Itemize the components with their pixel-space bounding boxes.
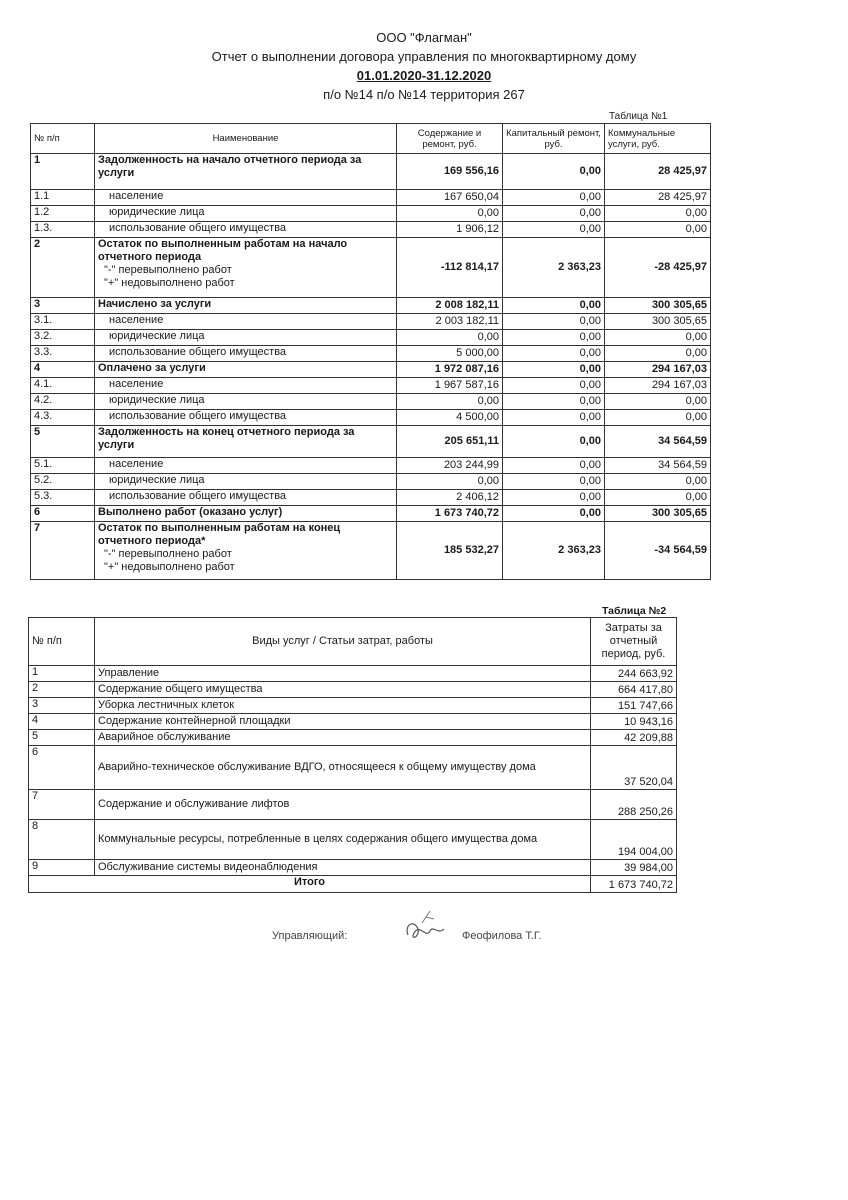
table1-row: [31, 298, 711, 314]
row-name-cell: [95, 222, 397, 238]
row-name-cell: [95, 490, 397, 506]
row-name: население: [109, 378, 164, 390]
row-utilities: 300 305,65: [605, 506, 711, 522]
row-capital: 0,00: [503, 506, 605, 522]
row-name-cell: [95, 362, 397, 378]
table2-row: [29, 666, 677, 682]
report-period: 01.01.2020-31.12.2020: [356, 68, 492, 83]
row-num: 5: [29, 730, 95, 746]
row-name: Остаток по выполненным работам на начало отчетного периода: [98, 238, 348, 263]
total-value: 1 673 740,72: [591, 876, 677, 893]
row-maintenance: 205 651,11: [397, 426, 503, 458]
table1-caption: Таблица №1: [609, 111, 668, 122]
signature-mark: [400, 905, 450, 950]
row-num: 8: [29, 820, 95, 860]
row-cost: 10 943,16: [591, 714, 677, 730]
row-name: Задолженность на конец отчетного периода за услуги: [98, 426, 355, 451]
table2-row: [29, 820, 677, 860]
report-title: Отчет о выполнении договора управления по многоквартирному дому: [211, 49, 637, 64]
row-maintenance: 203 244,99: [397, 458, 503, 474]
row-service: Аварийное обслуживание: [95, 730, 591, 746]
row-num: 4: [31, 362, 95, 378]
col-header-capital: Капитальный ремонт, руб.: [503, 124, 605, 154]
row-name-cell: [95, 474, 397, 490]
signature-label: Управляющий:: [272, 930, 348, 942]
row-name-cell: [95, 410, 397, 426]
row-maintenance: 185 532,27: [397, 522, 503, 580]
organization-name: ООО "Флагман": [376, 30, 472, 45]
row-capital: 0,00: [503, 378, 605, 394]
row-name-cell: [95, 522, 397, 580]
row-utilities: 0,00: [605, 222, 711, 238]
row-name: население: [109, 190, 164, 202]
row-num: 1.2: [31, 206, 95, 222]
table2-row: [29, 730, 677, 746]
table2-row: [29, 682, 677, 698]
row-utilities: 0,00: [605, 394, 711, 410]
row-num: 5: [31, 426, 95, 458]
row-cost: 288 250,26: [591, 790, 677, 820]
table1-row: [31, 410, 711, 426]
table1-row: [31, 346, 711, 362]
col-header-cost: Затраты за отчетный период, руб.: [591, 618, 677, 666]
table1-row: [31, 238, 711, 298]
row-name: Выполнено работ (оказано услуг): [98, 506, 283, 518]
row-capital: 0,00: [503, 222, 605, 238]
row-utilities: -28 425,97: [605, 238, 711, 298]
row-utilities: 294 167,03: [605, 362, 711, 378]
row-utilities: -34 564,59: [605, 522, 711, 580]
row-num: 1: [31, 154, 95, 190]
row-maintenance: 5 000,00: [397, 346, 503, 362]
table1-header-row: [31, 124, 711, 154]
row-note-under: "+" недовыполнено работ: [104, 277, 235, 289]
row-capital: 0,00: [503, 362, 605, 378]
row-name-cell: [95, 314, 397, 330]
row-num: 1.1: [31, 190, 95, 206]
row-utilities: 0,00: [605, 330, 711, 346]
row-utilities: 300 305,65: [605, 298, 711, 314]
row-name-cell: [95, 378, 397, 394]
row-maintenance: 1 967 587,16: [397, 378, 503, 394]
row-service: Аварийно-техническое обслуживание ВДГО, относящееся к общему имуществу дома: [95, 746, 591, 790]
row-cost: 151 747,66: [591, 698, 677, 714]
row-maintenance: 0,00: [397, 394, 503, 410]
row-name: Оплачено за услуги: [98, 362, 206, 374]
table1-row: [31, 314, 711, 330]
row-utilities: 28 425,97: [605, 190, 711, 206]
row-service: Содержание общего имущества: [95, 682, 591, 698]
row-utilities: 0,00: [605, 474, 711, 490]
row-capital: 0,00: [503, 298, 605, 314]
row-cost: 664 417,80: [591, 682, 677, 698]
table1-row: [31, 222, 711, 238]
row-num: 7: [31, 522, 95, 580]
row-maintenance: 2 003 182,11: [397, 314, 503, 330]
row-maintenance: 0,00: [397, 330, 503, 346]
table1-row: [31, 506, 711, 522]
row-num: 3: [31, 298, 95, 314]
table2-caption: Таблица №2: [602, 605, 667, 617]
row-name: население: [109, 458, 164, 470]
row-utilities: 34 564,59: [605, 426, 711, 458]
row-num: 3.1.: [31, 314, 95, 330]
col-header-num: № п/п: [31, 124, 95, 154]
row-capital: 0,00: [503, 314, 605, 330]
row-capital: 0,00: [503, 190, 605, 206]
row-name-cell: [95, 238, 397, 298]
row-maintenance: 1 972 087,16: [397, 362, 503, 378]
table1-row: [31, 458, 711, 474]
table1-row: [31, 474, 711, 490]
row-utilities: 28 425,97: [605, 154, 711, 190]
row-num: 5.2.: [31, 474, 95, 490]
row-utilities: 0,00: [605, 410, 711, 426]
row-note-over: "-" перевыполнено работ: [104, 548, 232, 560]
row-service: Содержание контейнерной площадки: [95, 714, 591, 730]
row-num: 6: [29, 746, 95, 790]
row-num: 3.3.: [31, 346, 95, 362]
row-maintenance: 4 500,00: [397, 410, 503, 426]
row-num: 7: [29, 790, 95, 820]
table1-row: [31, 426, 711, 458]
table2-body: [29, 666, 677, 876]
row-utilities: 300 305,65: [605, 314, 711, 330]
row-name: население: [109, 314, 164, 326]
row-num: 4: [29, 714, 95, 730]
row-name-cell: [95, 298, 397, 314]
row-name-cell: [95, 506, 397, 522]
row-capital: 0,00: [503, 154, 605, 190]
row-name: Задолженность на начало отчетного периода за услуги: [98, 154, 362, 179]
row-utilities: 294 167,03: [605, 378, 711, 394]
row-cost: 39 984,00: [591, 860, 677, 876]
row-service: Уборка лестничных клеток: [95, 698, 591, 714]
row-name-cell: [95, 458, 397, 474]
row-service: Коммунальные ресурсы, потребленные в целях содержания общего имущества дома: [95, 820, 591, 860]
row-maintenance: 0,00: [397, 474, 503, 490]
row-cost: 194 004,00: [591, 820, 677, 860]
row-capital: 0,00: [503, 490, 605, 506]
row-maintenance: -112 814,17: [397, 238, 503, 298]
table1-row: [31, 206, 711, 222]
row-name: юридические лица: [109, 474, 205, 486]
row-name: использование общего имущества: [109, 490, 287, 502]
row-service: Управление: [95, 666, 591, 682]
document-header: [0, 28, 848, 104]
row-capital: 0,00: [503, 474, 605, 490]
row-name-cell: [95, 330, 397, 346]
row-name: юридические лица: [109, 206, 205, 218]
row-cost: 42 209,88: [591, 730, 677, 746]
row-utilities: 34 564,59: [605, 458, 711, 474]
col-header-services: Виды услуг / Статьи затрат, работы: [95, 618, 591, 666]
row-num: 1: [29, 666, 95, 682]
row-maintenance: 1 906,12: [397, 222, 503, 238]
col-header-utilities: Коммунальные услуги, руб.: [605, 124, 711, 154]
row-maintenance: 167 650,04: [397, 190, 503, 206]
row-capital: 0,00: [503, 330, 605, 346]
row-maintenance: 2 406,12: [397, 490, 503, 506]
row-note-under: "+" недовыполнено работ: [104, 561, 235, 573]
debt-balance-table: [30, 123, 711, 580]
row-name: использование общего имущества: [109, 222, 287, 234]
table2-row: [29, 714, 677, 730]
table2-row: [29, 698, 677, 714]
row-name: использование общего имущества: [109, 410, 287, 422]
row-service: Содержание и обслуживание лифтов: [95, 790, 591, 820]
row-capital: 0,00: [503, 346, 605, 362]
row-service: Обслуживание системы видеонаблюдения: [95, 860, 591, 876]
row-name: Остаток по выполненным работам на конец отчетного периода*: [98, 522, 341, 547]
row-cost: 244 663,92: [591, 666, 677, 682]
row-name-cell: [95, 394, 397, 410]
row-capital: 2 363,23: [503, 238, 605, 298]
row-num: 3: [29, 698, 95, 714]
table2-row: [29, 790, 677, 820]
table1-body: [31, 154, 711, 580]
row-capital: 0,00: [503, 426, 605, 458]
table1-row: [31, 190, 711, 206]
row-capital: 0,00: [503, 394, 605, 410]
total-label: Итого: [29, 876, 591, 893]
row-cost: 37 520,04: [591, 746, 677, 790]
table1-row: [31, 330, 711, 346]
report-subtitle: п/о №14 п/о №14 территория 267: [323, 87, 525, 102]
row-num: 6: [31, 506, 95, 522]
col-header-num: № п/п: [29, 618, 95, 666]
manager-name: Феофилова Т.Г.: [462, 930, 542, 942]
expenses-table: [28, 617, 677, 893]
table1-row: [31, 362, 711, 378]
table2-row: [29, 860, 677, 876]
table1-row: [31, 394, 711, 410]
table1-row: [31, 378, 711, 394]
row-maintenance: 2 008 182,11: [397, 298, 503, 314]
row-num: 4.1.: [31, 378, 95, 394]
row-name-cell: [95, 154, 397, 190]
row-name-cell: [95, 206, 397, 222]
row-name: использование общего имущества: [109, 346, 287, 358]
col-header-maintenance: Содержание и ремонт, руб.: [397, 124, 503, 154]
row-num: 3.2.: [31, 330, 95, 346]
row-utilities: 0,00: [605, 490, 711, 506]
row-num: 2: [31, 238, 95, 298]
row-name: Начислено за услуги: [98, 298, 212, 310]
row-name-cell: [95, 346, 397, 362]
row-capital: 0,00: [503, 458, 605, 474]
table1-row: [31, 490, 711, 506]
row-num: 4.2.: [31, 394, 95, 410]
row-num: 2: [29, 682, 95, 698]
table1-row: [31, 522, 711, 580]
row-name-cell: [95, 190, 397, 206]
row-num: 5.3.: [31, 490, 95, 506]
col-header-name: Наименование: [95, 124, 397, 154]
row-capital: 0,00: [503, 410, 605, 426]
row-utilities: 0,00: [605, 346, 711, 362]
row-num: 4.3.: [31, 410, 95, 426]
row-name: юридические лица: [109, 330, 205, 342]
row-maintenance: 169 556,16: [397, 154, 503, 190]
table1-row: [31, 154, 711, 190]
row-maintenance: 1 673 740,72: [397, 506, 503, 522]
row-name-cell: [95, 426, 397, 458]
row-name: юридические лица: [109, 394, 205, 406]
row-note-over: "-" перевыполнено работ: [104, 264, 232, 276]
table2-row: [29, 746, 677, 790]
row-utilities: 0,00: [605, 206, 711, 222]
row-capital: 2 363,23: [503, 522, 605, 580]
total-row: [29, 876, 677, 893]
row-num: 1.3.: [31, 222, 95, 238]
row-capital: 0,00: [503, 206, 605, 222]
row-maintenance: 0,00: [397, 206, 503, 222]
row-num: 9: [29, 860, 95, 876]
table2-header-row: [29, 618, 677, 666]
row-num: 5.1.: [31, 458, 95, 474]
